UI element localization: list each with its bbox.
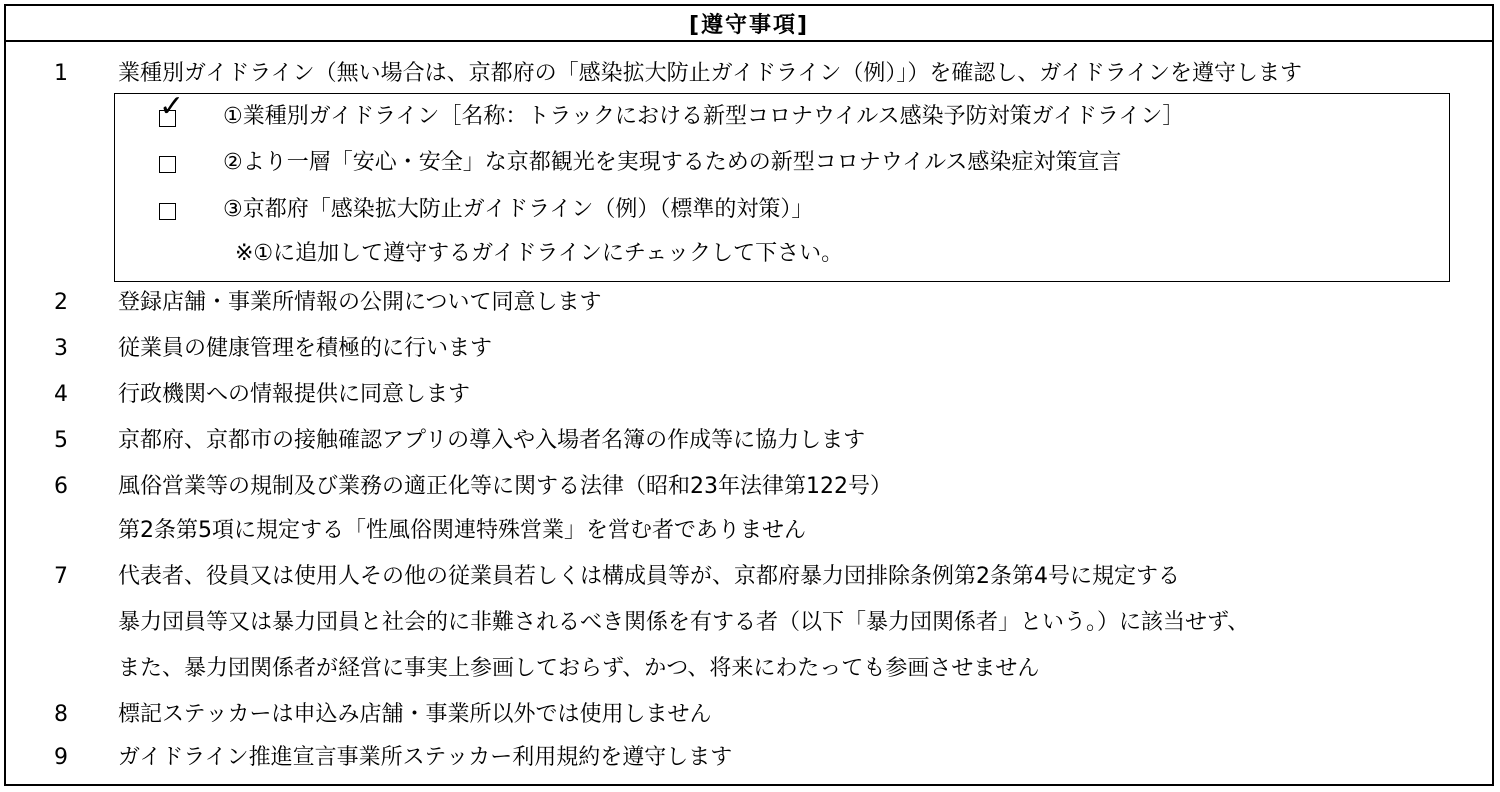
item-number: 6 bbox=[54, 474, 68, 499]
guideline-option-label: ①業種別ガイドライン［名称：トラックにおける新型コロナウイルス感染予防対策ガイドライン］ bbox=[223, 104, 1185, 129]
guideline-checkbox-3[interactable] bbox=[159, 203, 176, 220]
item-text: ガイドライン推進宣言事業所ステッカー利用規約を遵守します bbox=[118, 745, 733, 770]
item-number: 8 bbox=[54, 702, 68, 727]
item-number: 5 bbox=[54, 428, 68, 453]
item-text: 業種別ガイドライン（無い場合は、京都府の「感染拡大防止ガイドライン（例）」）を確認し、ガイドラインを遵守します bbox=[118, 61, 1303, 86]
guideline-note: ※①に追加して遵守するガイドラインにチェックして下さい。 bbox=[235, 241, 844, 266]
guideline-options-box bbox=[114, 89, 1450, 282]
checkmark-icon: ✓ bbox=[159, 89, 185, 124]
item-number: 9 bbox=[54, 745, 68, 770]
item-text: また、暴力団関係者が経営に事実上参画しておらず、かつ、将来にわたっても参画させません bbox=[118, 656, 1040, 681]
item-text: 第2条第5項に規定する「性風俗関連特殊営業」を営む者でありません bbox=[118, 518, 806, 543]
item-number: 4 bbox=[54, 382, 68, 407]
item-text: 登録店舗・事業所情報の公開について同意します bbox=[118, 290, 602, 315]
guideline-option-label: ③京都府「感染拡大防止ガイドライン（例）（標準的対策）」 bbox=[223, 197, 814, 222]
section-title: [遵守事項] bbox=[6, 6, 1492, 42]
item-number: 1 bbox=[54, 61, 68, 86]
item-text: 暴力団員等又は暴力団員と社会的に非難されるべき関係を有する者（以下「暴力団関係者」という。）に該当せず、 bbox=[118, 610, 1250, 635]
item-number: 2 bbox=[54, 290, 68, 315]
item-number: 7 bbox=[54, 564, 68, 589]
item-text: 行政機関への情報提供に同意します bbox=[118, 382, 471, 407]
item-text: 京都府、京都市の接触確認アプリの導入や入場者名簿の作成等に協力します bbox=[118, 428, 866, 453]
item-text: 標記ステッカーは申込み店舗・事業所以外では使用しません bbox=[118, 702, 712, 727]
compliance-section bbox=[4, 4, 1494, 786]
item-number: 3 bbox=[54, 336, 68, 361]
guideline-checkbox-2[interactable] bbox=[159, 156, 176, 173]
item-text: 風俗営業等の規制及び業務の適正化等に関する法律（昭和23年法律第122号） bbox=[118, 474, 892, 499]
item-text: 代表者、役員又は使用人その他の従業員若しくは構成員等が、京都府暴力団排除条例第2条第4号に規定する bbox=[118, 564, 1180, 589]
guideline-checkbox-1[interactable] bbox=[159, 89, 185, 127]
item-text: 従業員の健康管理を積極的に行います bbox=[118, 336, 493, 361]
guideline-option-label: ②より一層「安心・安全」な京都観光を実現するための新型コロナウイルス感染症対策宣言 bbox=[223, 150, 1122, 175]
